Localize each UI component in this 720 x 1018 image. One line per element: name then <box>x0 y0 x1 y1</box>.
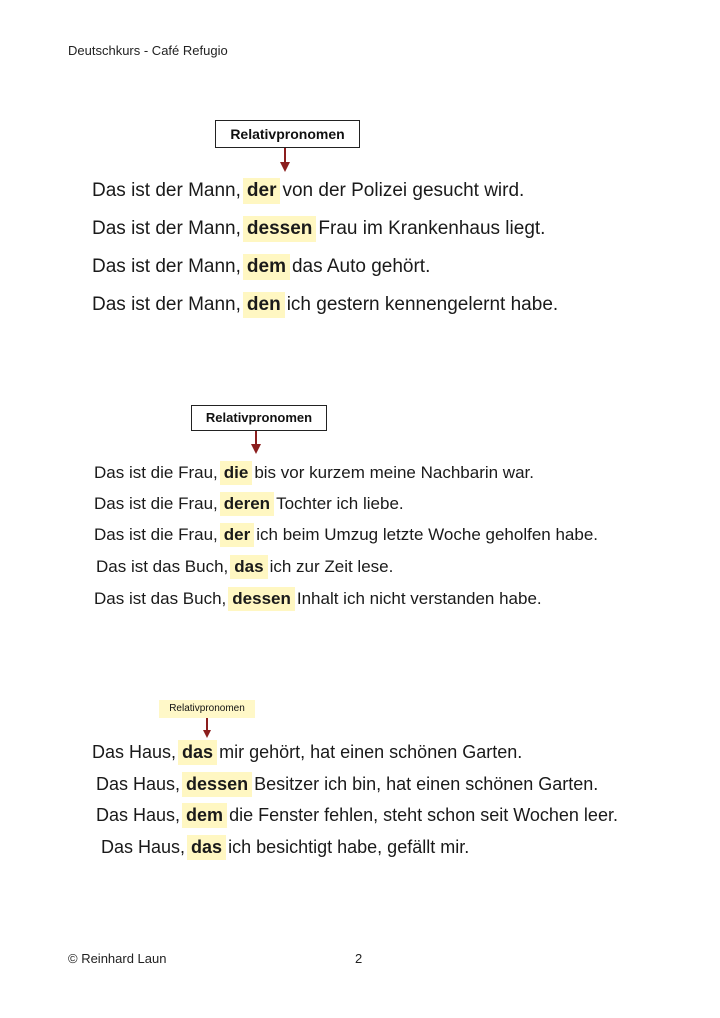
arrow-down-icon <box>280 162 290 172</box>
relativpronomen-label: Relativpronomen <box>215 120 360 148</box>
sentence: Das ist das Buch, dessen Inhalt ich nicht verstanden habe. <box>94 587 542 611</box>
sentence: Das ist die Frau, der ich beim Umzug letzte Woche geholfen habe. <box>94 523 598 547</box>
sentence: Das ist der Mann, der von der Polizei gesucht wird. <box>92 178 524 204</box>
relative-pronoun: den <box>243 292 285 318</box>
sentence: Das ist die Frau, deren Tochter ich liebe. <box>94 492 404 516</box>
relative-pronoun: die <box>220 461 253 485</box>
copyright-footer: © Reinhard Laun <box>68 951 167 966</box>
arrow-down-icon <box>251 444 261 454</box>
relative-pronoun: dessen <box>182 772 252 797</box>
page-header: Deutschkurs - Café Refugio <box>68 43 228 58</box>
sentence: Das Haus, das ich besichtigt habe, gefällt mir. <box>101 835 469 860</box>
arrow-shaft <box>255 431 257 444</box>
arrow-down-icon <box>203 730 211 738</box>
sentence: Das ist der Mann, dessen Frau im Krankenhaus liegt. <box>92 216 545 242</box>
arrow-shaft <box>206 718 208 730</box>
relative-pronoun: dessen <box>243 216 316 242</box>
sentence: Das ist der Mann, den ich gestern kennengelernt habe. <box>92 292 558 318</box>
relative-pronoun: dem <box>182 803 227 828</box>
relative-pronoun: das <box>178 740 217 765</box>
relativpronomen-label: Relativpronomen <box>191 405 327 431</box>
sentence: Das Haus, das mir gehört, hat einen schönen Garten. <box>92 740 522 765</box>
sentence: Das ist die Frau, die bis vor kurzem meine Nachbarin war. <box>94 461 534 485</box>
relative-pronoun: der <box>220 523 254 547</box>
sentence: Das ist das Buch, das ich zur Zeit lese. <box>96 555 393 579</box>
sentence: Das Haus, dessen Besitzer ich bin, hat einen schönen Garten. <box>96 772 598 797</box>
relative-pronoun: dem <box>243 254 290 280</box>
sentence: Das Haus, dem die Fenster fehlen, steht schon seit Wochen leer. <box>96 803 618 828</box>
page-number: 2 <box>355 951 363 966</box>
relative-pronoun: deren <box>220 492 274 516</box>
relative-pronoun: dessen <box>228 587 295 611</box>
relative-pronoun: das <box>187 835 226 860</box>
relative-pronoun: das <box>230 555 267 579</box>
arrow-shaft <box>284 148 286 162</box>
relative-pronoun: der <box>243 178 281 204</box>
relativpronomen-label: Relativpronomen <box>159 700 255 718</box>
sentence: Das ist der Mann, dem das Auto gehört. <box>92 254 430 280</box>
